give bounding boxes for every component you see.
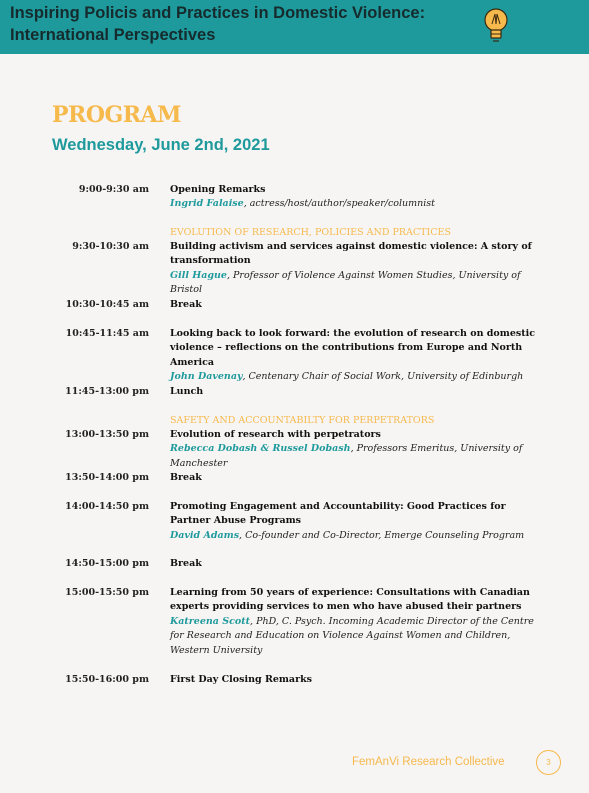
schedule-content (170, 586, 548, 658)
session-title: Learning from 50 years of experience: Consultations with Canadian experts providing services to men who have abused their partners (170, 587, 530, 613)
session-title: First Day Closing Remarks (170, 674, 313, 685)
page-number: 3 (536, 750, 561, 775)
speaker-line (170, 529, 548, 543)
schedule-time: 14:00-14:50 pm (65, 501, 149, 512)
speaker-name: Gill Hague (170, 269, 227, 281)
schedule-content (170, 557, 548, 571)
schedule-time: 9:00-9:30 am (78, 184, 149, 195)
schedule-time: 15:00-15:50 pm (65, 587, 149, 598)
schedule-content (170, 240, 548, 298)
section-heading: SAFETY AND ACCOUNTABILTY FOR PERPETRATORS (170, 415, 435, 426)
session-title: Evolution of research with perpetrators (170, 429, 381, 440)
program-date: Wednesday, June 2nd, 2021 (52, 136, 270, 154)
session-title: Break (170, 558, 202, 569)
speaker-name: David Adams (170, 529, 240, 541)
speaker-name: John Davenay (170, 371, 243, 383)
speaker-description: , PhD, C. Psych. Incoming Academic Director of the Centre for Research and Education on Violence Against Women and Children, Western University (170, 615, 534, 656)
session-title: Break (170, 299, 202, 310)
session-title: Promoting Engagement and Accountability: Good Practices for Partner Abuse Programs (170, 501, 506, 527)
speaker-line (170, 442, 548, 471)
schedule-time: 10:30-10:45 am (65, 299, 149, 310)
speaker-line (170, 370, 548, 384)
lightbulb-icon (474, 0, 518, 54)
schedule-content (170, 385, 548, 399)
schedule-time: 11:45-13:00 pm (65, 386, 149, 397)
session-title: Looking back to look forward: the evolution of research on domestic violence – reflections on the contributions from Europe and North America (170, 328, 535, 368)
speaker-name: Ingrid Falaise (170, 198, 244, 210)
schedule-content (170, 673, 548, 687)
schedule-time: 14:50-15:00 pm (65, 558, 149, 569)
speaker-line (170, 197, 548, 211)
header-banner (0, 0, 589, 54)
speaker-line (170, 615, 548, 658)
speaker-description: , Co-founder and Co-Director, Emerge Counseling Program (239, 529, 525, 541)
schedule-time: 10:45-11:45 am (65, 328, 149, 339)
section-heading: EVOLUTION OF RESEARCH, POLICIES AND PRACTICES (170, 227, 451, 238)
schedule-time: 13:50-14:00 pm (65, 472, 149, 483)
header-title: Inspiring Policis and Practices in Domestic Violence: International Perspectives (10, 4, 426, 44)
schedule-content (170, 327, 548, 385)
speaker-name: Rebecca Dobash & Russel Dobash (170, 443, 351, 455)
speaker-description: , Professor of Violence Against Women Studies, University of Bristol (170, 269, 521, 296)
session-title: Lunch (170, 386, 204, 397)
session-title: Opening Remarks (170, 184, 266, 195)
schedule-content (170, 183, 548, 212)
schedule-time: 9:30-10:30 am (72, 241, 149, 252)
schedule-time: 13:00-13:50 pm (65, 429, 149, 440)
session-title: Break (170, 472, 202, 483)
footer-text: FemAnVi Research Collective (352, 756, 505, 768)
speaker-description: , Professors Emeritus, University of Manchester (170, 443, 523, 469)
schedule-content (170, 298, 548, 312)
session-title: Building activism and services against domestic violence: A story of transformation (170, 241, 532, 267)
program-heading: PROGRAM (52, 102, 181, 128)
speaker-name: Katreena Scott (170, 615, 251, 627)
schedule-content (170, 428, 548, 471)
schedule-time: 15:50-16:00 pm (65, 674, 149, 685)
speaker-description: , Centenary Chair of Social Work, University of Edinburgh (242, 371, 524, 383)
speaker-description: , actress/host/author/speaker/columnist (243, 198, 436, 210)
speaker-line (170, 269, 548, 298)
schedule-content (170, 500, 548, 543)
schedule-content (170, 471, 548, 485)
